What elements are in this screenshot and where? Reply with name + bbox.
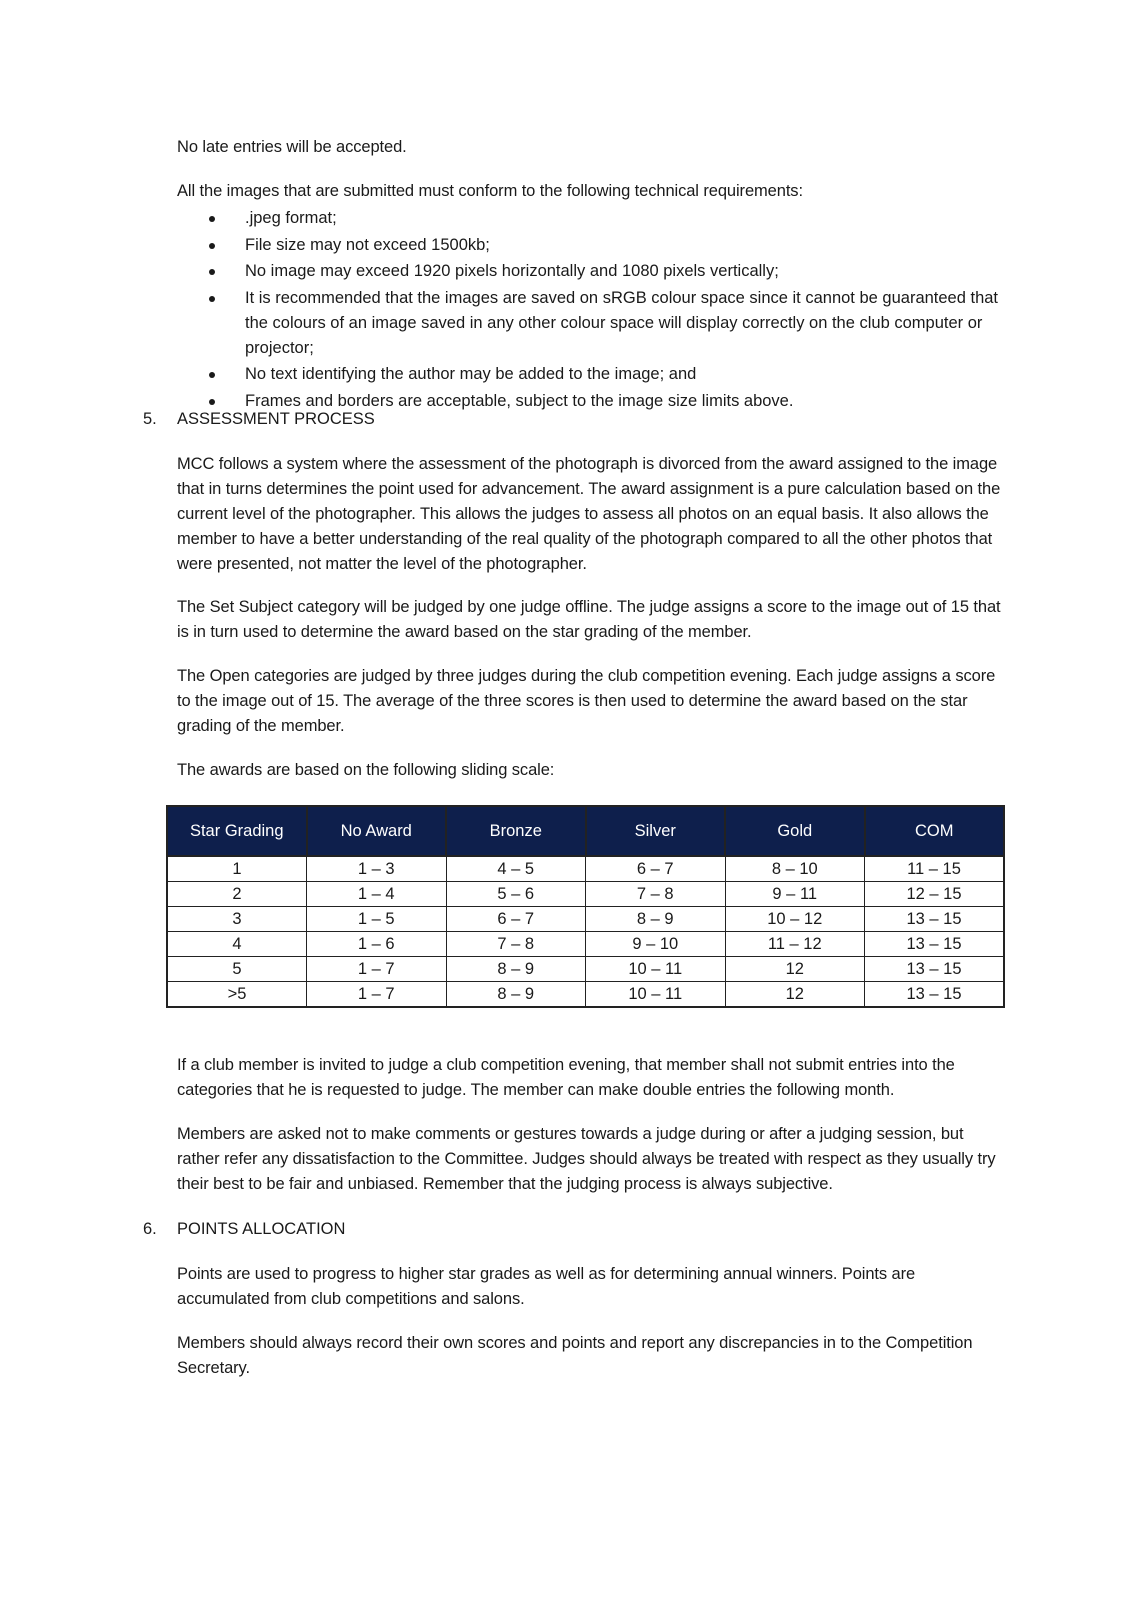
table-cell: 7 – 8	[446, 932, 586, 957]
table-cell: 11 – 15	[865, 856, 1005, 882]
table-cell: 10 – 12	[725, 907, 865, 932]
tech-requirements-intro: All the images that are submitted must conform to the following technical requirements:	[177, 182, 803, 200]
assessment-paragraph-4: The awards are based on the following sliding scale:	[177, 761, 555, 779]
table-cell: 6 – 7	[586, 856, 726, 882]
list-item: File size may not exceed 1500kb;	[177, 233, 1007, 258]
table-header-row	[167, 806, 1004, 856]
table-cell: 10 – 11	[586, 957, 726, 982]
points-paragraph-1: Points are used to progress to higher star grades as well as for determining annual winners. Points are accumulated from club competitions and salons.	[177, 1265, 916, 1308]
section-6-heading	[143, 1217, 345, 1242]
table-cell: 5 – 6	[446, 882, 586, 907]
list-item: Frames and borders are acceptable, subject to the image size limits above.	[177, 389, 1007, 414]
table-cell: 8 – 10	[725, 856, 865, 882]
column-header: No Award	[307, 806, 447, 856]
column-header: Gold	[725, 806, 865, 856]
table-cell: 1 – 4	[307, 882, 447, 907]
table-cell: 10 – 11	[586, 982, 726, 1008]
bullet-icon	[209, 372, 215, 378]
section-title: ASSESSMENT PROCESS	[177, 410, 375, 428]
list-item: No text identifying the author may be added to the image; and	[177, 362, 1007, 387]
table-cell: >5	[167, 982, 307, 1008]
table-row	[167, 957, 1004, 982]
judge-entries-paragraph: If a club member is invited to judge a club competition evening, that member shall not submit entries into the categories that he is requested to judge. The member can make double entries the following month.	[177, 1056, 955, 1099]
table-cell: 5	[167, 957, 307, 982]
table-cell: 2	[167, 882, 307, 907]
table-cell: 8 – 9	[446, 982, 586, 1008]
table-cell: 1 – 5	[307, 907, 447, 932]
table-cell: 1	[167, 856, 307, 882]
judge-conduct-paragraph: Members are asked not to make comments or gestures towards a judge during or after a judging session, but rather refer any dissatisfaction to the Committee. Judges should always be treated with respect as they usually try their best to be fair and unbiased. Remember that the judging process is always subjective.	[177, 1125, 996, 1193]
table-cell: 13 – 15	[865, 932, 1005, 957]
table-cell: 1 – 6	[307, 932, 447, 957]
bullet-icon	[209, 296, 215, 302]
table-cell: 9 – 11	[725, 882, 865, 907]
assessment-paragraph-1: MCC follows a system where the assessment of the photograph is divorced from the award assigned to the image that in turns determines the point used for advancement. The award assignment is a pure calculation based on the current level of the photographer. This allows the judges to assess all photos on an equal basis. It also allows the member to have a better understanding of the real quality of the photograph compared to all the other photos that were presented, not matter the level of the photographer.	[177, 455, 1001, 573]
section-number: 5.	[143, 410, 157, 428]
late-entries-text: No late entries will be accepted.	[177, 138, 407, 156]
table-cell: 1 – 7	[307, 957, 447, 982]
table-cell: 12	[725, 982, 865, 1008]
table-row	[167, 982, 1004, 1008]
column-header: Silver	[586, 806, 726, 856]
table-cell: 12	[725, 957, 865, 982]
table-row	[167, 856, 1004, 882]
bullet-icon	[209, 243, 215, 249]
table-cell: 13 – 15	[865, 957, 1005, 982]
list-item: .jpeg format;	[177, 206, 1007, 231]
assessment-paragraph-3: The Open categories are judged by three judges during the club competition evening. Each judge assigns a score to the image out of 15. The average of the three scores is then used to determine the award based on the star grading of the member.	[177, 667, 996, 735]
table-cell: 4	[167, 932, 307, 957]
section-5-heading	[143, 407, 375, 432]
bullet-icon	[209, 269, 215, 275]
table-row	[167, 907, 1004, 932]
table-cell: 9 – 10	[586, 932, 726, 957]
column-header: Bronze	[446, 806, 586, 856]
section-number: 6.	[143, 1220, 157, 1238]
list-item: It is recommended that the images are saved on sRGB colour space since it cannot be guaranteed that the colours of an image saved in any other colour space will display correctly on the club computer or projector;	[177, 286, 1007, 361]
requirements-list	[177, 206, 1007, 415]
table-cell: 4 – 5	[446, 856, 586, 882]
table-cell: 11 – 12	[725, 932, 865, 957]
points-paragraph-2: Members should always record their own scores and points and report any discrepancies in to the Competition Secretary.	[177, 1334, 973, 1377]
table-row	[167, 932, 1004, 957]
award-scale-table	[166, 805, 1005, 1008]
table-cell: 13 – 15	[865, 982, 1005, 1008]
table-cell: 3	[167, 907, 307, 932]
section-title: POINTS ALLOCATION	[177, 1220, 346, 1238]
table-cell: 1 – 7	[307, 982, 447, 1008]
table-cell: 6 – 7	[446, 907, 586, 932]
table-cell: 1 – 3	[307, 856, 447, 882]
list-item: No image may exceed 1920 pixels horizontally and 1080 pixels vertically;	[177, 259, 1007, 284]
table-cell: 7 – 8	[586, 882, 726, 907]
column-header: Star Grading	[167, 806, 307, 856]
assessment-paragraph-2: The Set Subject category will be judged by one judge offline. The judge assigns a score to the image out of 15 that is in turn used to determine the award based on the star grading of the member.	[177, 598, 1001, 641]
column-header: COM	[865, 806, 1005, 856]
table-cell: 12 – 15	[865, 882, 1005, 907]
table-cell: 13 – 15	[865, 907, 1005, 932]
table-cell: 8 – 9	[446, 957, 586, 982]
bullet-icon	[209, 399, 215, 405]
bullet-icon	[209, 216, 215, 222]
table-cell: 8 – 9	[586, 907, 726, 932]
table-row	[167, 882, 1004, 907]
